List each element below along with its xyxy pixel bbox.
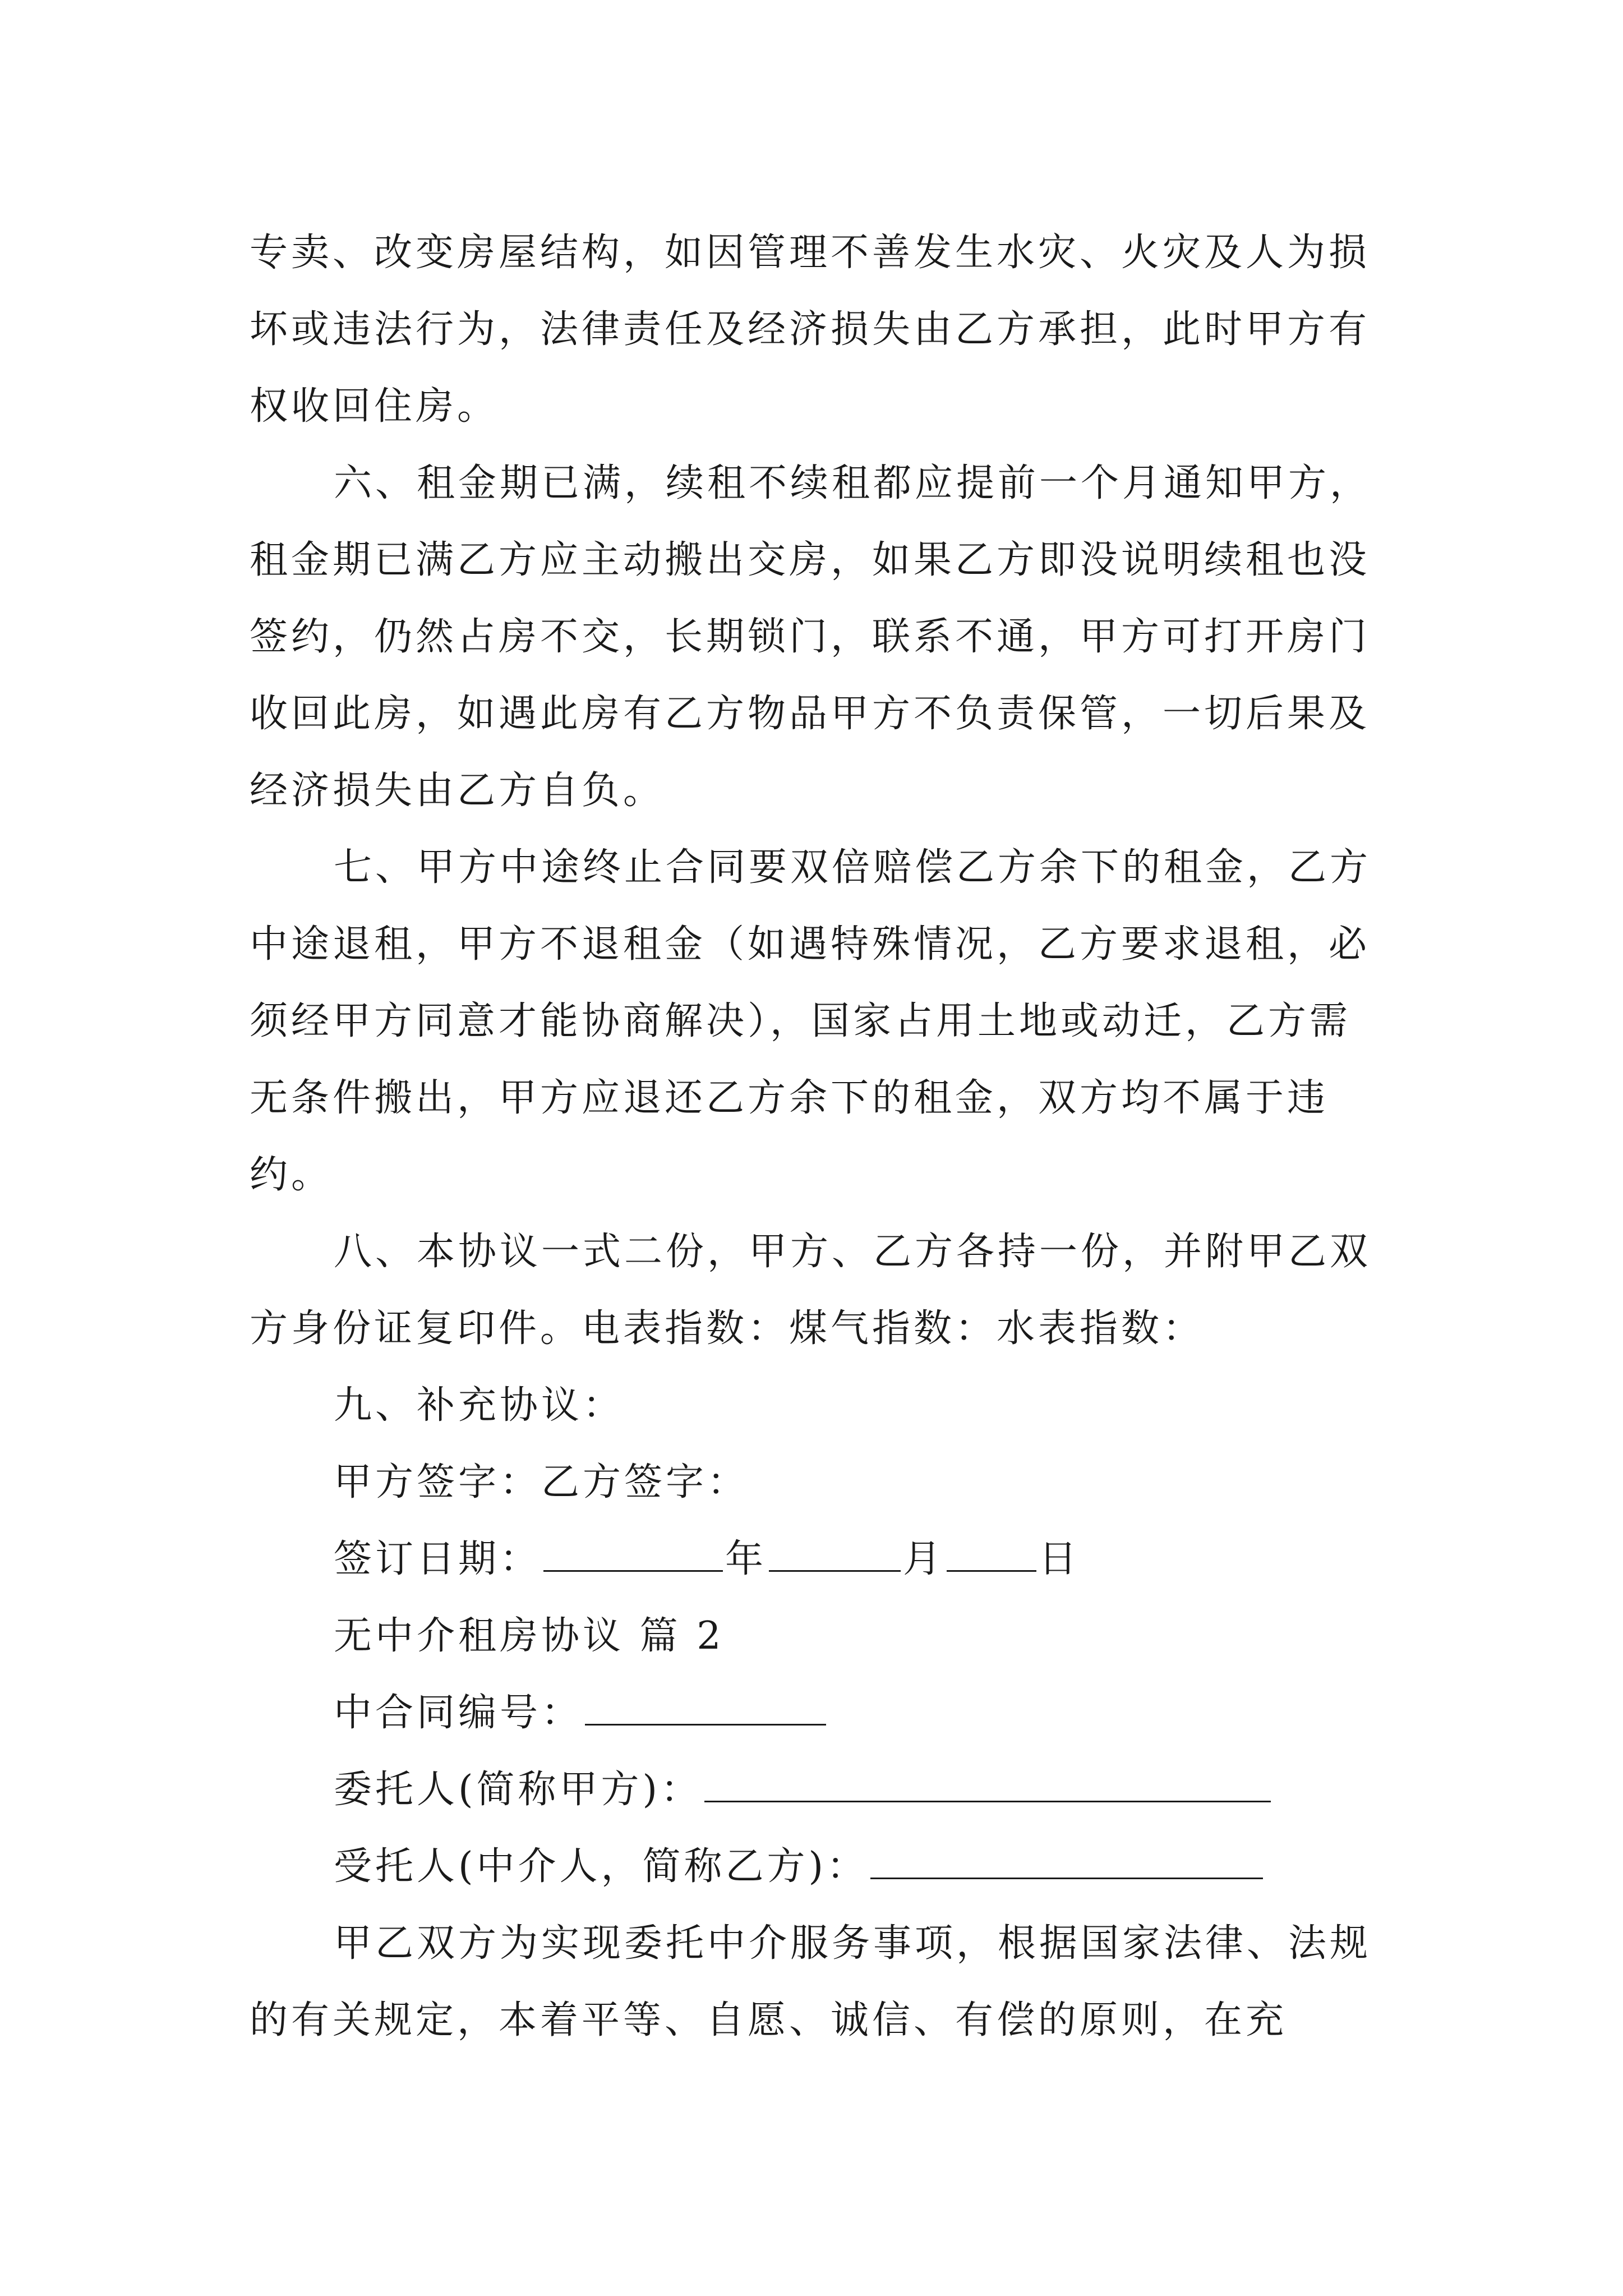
year-blank bbox=[543, 1539, 723, 1572]
signature-line: 甲方签字：乙方签字： bbox=[334, 1460, 749, 1504]
month-label: 月 bbox=[903, 1537, 945, 1581]
year-label: 年 bbox=[725, 1537, 767, 1581]
day-label: 日 bbox=[1039, 1537, 1081, 1581]
contract-number-blank bbox=[585, 1692, 826, 1726]
sign-date-label: 签订日期： bbox=[334, 1537, 542, 1581]
supplement-clause: 九、补充协议： bbox=[334, 1383, 625, 1428]
principal-line bbox=[250, 1751, 1388, 1828]
agent-label: 受托人(中介人，简称乙方)： bbox=[334, 1844, 869, 1889]
agent-blank bbox=[870, 1846, 1263, 1879]
document-body bbox=[250, 214, 1388, 2059]
clause-6: 六、租金期已满，续租不续租都应提前一个月通知甲方，租金期已满乙方应主动搬出交房，如果乙方即没说明续租也没签约，仍然占房不交，长期锁门，联系不通，甲方可打开房门收回此房，如遇此房有乙方物品甲方不负责保管，一切后果及经济损失由乙方自负。 bbox=[250, 461, 1372, 813]
section-title: 无中介租房协议 篇 2 bbox=[334, 1614, 725, 1658]
clause-8: 八、本协议一式二份，甲方、乙方各持一份，并附甲乙双方身份证复印件。电表指数：煤气指数：水表指数： bbox=[250, 1230, 1372, 1351]
sign-date-line bbox=[250, 1521, 1388, 1598]
clause-7: 七、甲方中途终止合同要双倍赔偿乙方余下的租金，乙方中途退租，甲方不退租金（如遇特殊情况，乙方要求退租，必须经甲方同意才能协商解决），国家占用土地或动迁，乙方需无条件搬出，甲方应退还乙方余下的租金，双方均不属于违约。 bbox=[250, 845, 1372, 1197]
agent-line bbox=[250, 1828, 1388, 1905]
principal-blank bbox=[704, 1769, 1271, 1802]
intro-paragraph: 甲乙双方为实现委托中介服务事项，根据国家法律、法规的有关规定，本着平等、自愿、诚信、有偿的原则，在充 bbox=[250, 1921, 1372, 2042]
day-blank bbox=[947, 1539, 1036, 1572]
month-blank bbox=[769, 1539, 901, 1572]
contract-number-label: 中合同编号： bbox=[334, 1691, 583, 1735]
clause-5-continued: 专卖、改变房屋结构，如因管理不善发生水灾、火灾及人为损坏或违法行为，法律责任及经济损失由乙方承担，此时甲方有权收回住房。 bbox=[250, 231, 1371, 429]
contract-number-line bbox=[250, 1674, 1388, 1751]
principal-label: 委托人(简称甲方)： bbox=[334, 1768, 703, 1812]
